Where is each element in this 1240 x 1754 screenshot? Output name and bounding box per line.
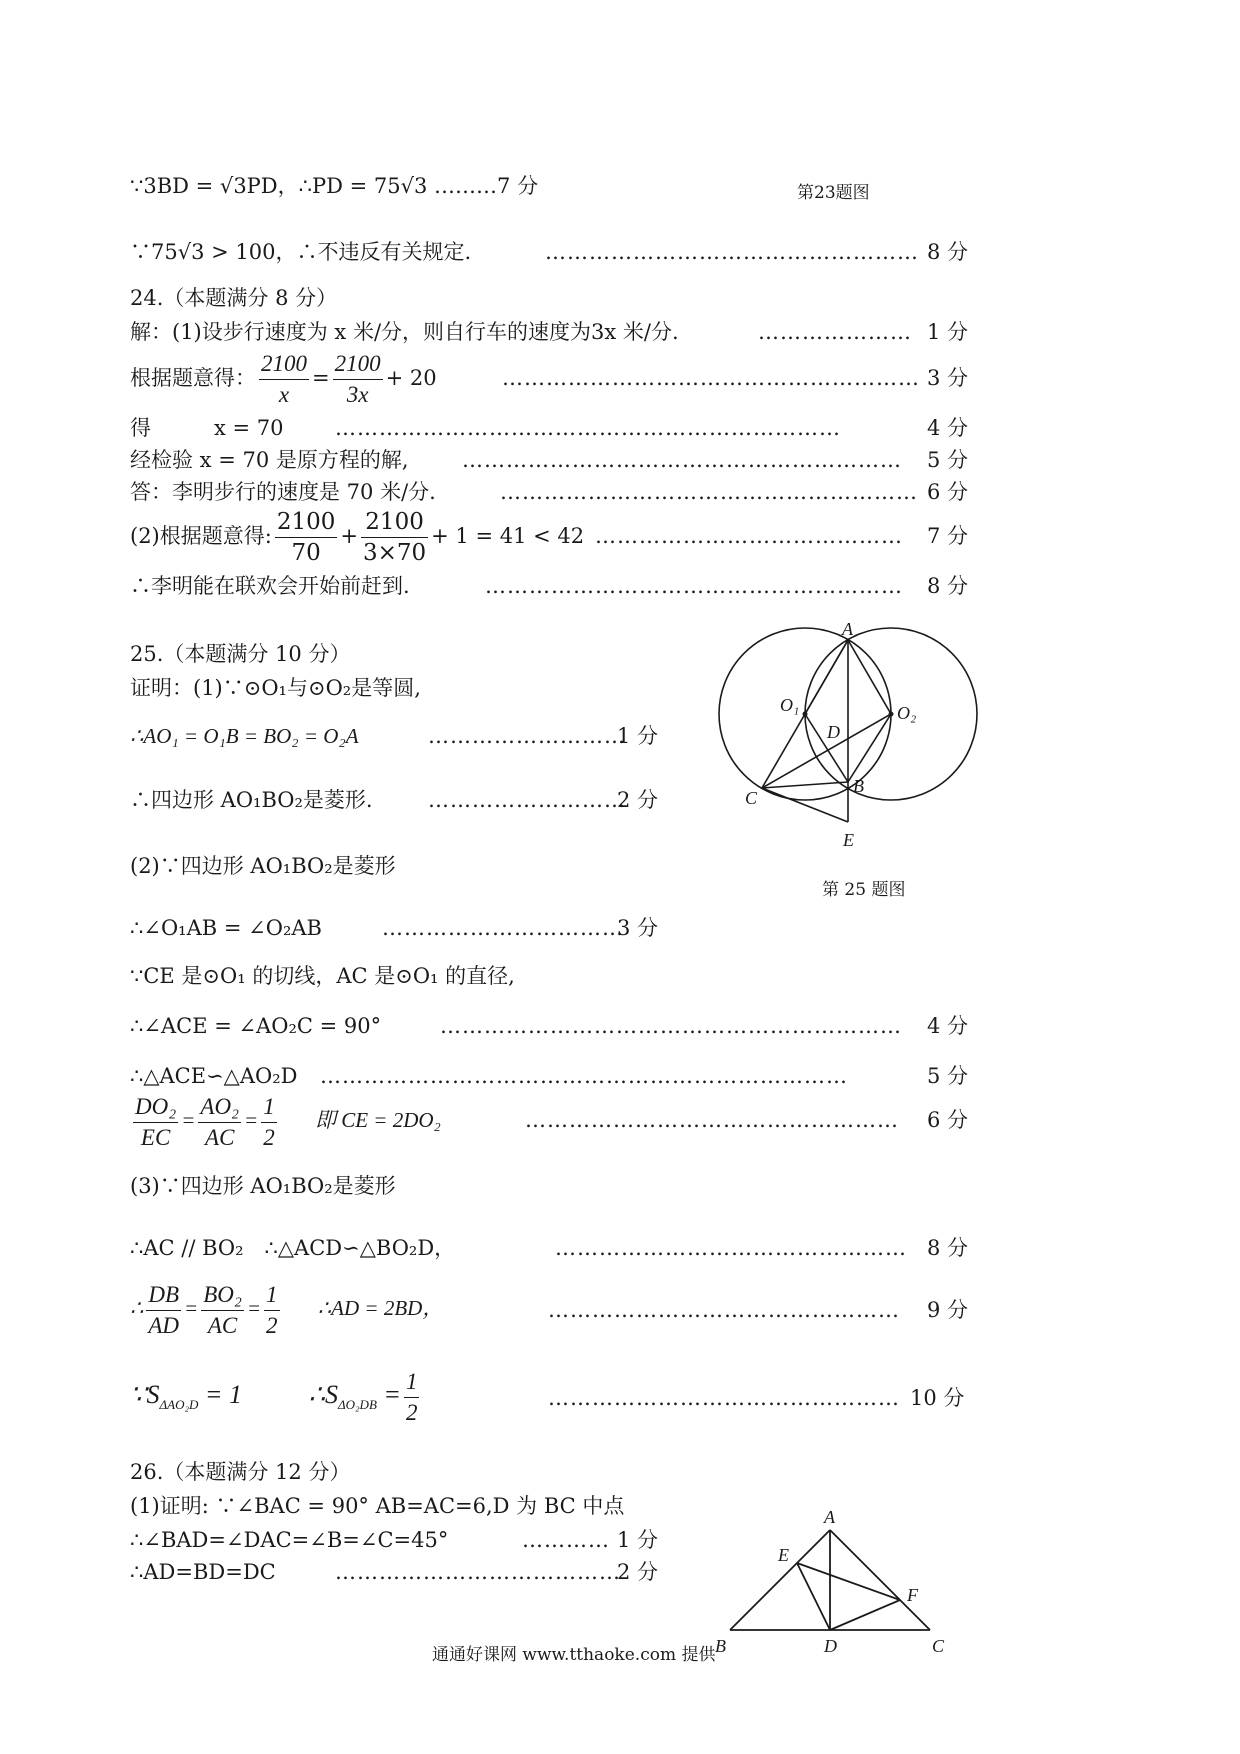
q24-header: 24.（本题满分 8 分） [130,286,338,310]
dot-leader: ………………………………………………… [485,574,903,598]
score-label: 5 分 [927,1064,969,1088]
score-label: 1 分 [617,1528,659,1552]
score-label: 6 分 [927,1108,969,1132]
score-label: 1 分 [617,724,659,748]
score-label: 1 分 [927,320,969,344]
fraction: $\frac{1}{2}$ [405,1368,418,1425]
q24-equation-prefix: 根据题意得： [130,366,256,390]
q25-line7: ∴∠ACE = ∠AO₂C = 90° [130,1014,382,1038]
dot-leader: …………………………………………… [525,1108,899,1132]
fraction: $\frac{\text{DO₂}}{EC}$ [135,1093,177,1150]
q24-part2-prefix: (2)根据题意得: [130,524,272,548]
q24-equation-tail: + 20 [385,366,437,390]
fraction: $\frac{2100}{3x}$ [334,351,381,407]
q25-ratio-line: $\frac{\text{DO₂}}{EC}$ = $\frac{\text{AO₂}}{AC}$ = $\frac{1}{2}$ 即 CE = 2DO₂ [130,1088,441,1153]
fraction: $\frac{1}{2}$ [263,1093,275,1150]
fraction: $\frac{2100}{x}$ [261,351,307,407]
dot-leader: …………………………………… [595,524,903,548]
q25-ratio-tail: 即 CE = 2DO₂ [314,1108,441,1132]
q25-line12: ∴ $\frac{DB}{AD}$ = $\frac{\text{BO₂}}{AC}$ = $\frac{1}{2}$ ∴AD = 2BD， [130,1276,443,1341]
dot-leader: …………………………………………… [545,240,919,264]
score-label: 5 分 [927,448,969,472]
score-label: 8 分 [927,240,969,264]
dot-leader: ………………………………………………… [500,480,918,504]
segment-ce [762,788,848,822]
q23-line1: ∵3BD = √3PD，∴PD = 75√3 ………7 分 [130,174,539,198]
dot-leader: ………………………………………… [555,1236,907,1260]
fraction: $\frac{1}{2}$ [266,1281,278,1338]
dot-leader: ………………………………………… [548,1386,900,1410]
dot-leader: ……………………… [428,788,626,812]
q26-header: 26.（本题满分 12 分） [130,1460,351,1484]
label-o1: O₁ [780,695,800,715]
segment-cb [762,782,848,788]
segment-fd [830,1600,900,1630]
q24-line5: 答：李明步行的速度是 70 米/分. [130,480,436,504]
q25-line6: ∵CE 是⊙O₁ 的切线，AC 是⊙O₁ 的直径, [130,964,515,988]
q24-line7: ∴李明能在联欢会开始前赶到. [130,574,410,598]
dot-leader: ………………… [758,320,912,344]
label-d: D [824,1636,837,1656]
q25-line3: ∴四边形 AO₁BO₂是菱形. [130,788,373,812]
label-d: D [827,722,840,742]
score-label: 8 分 [927,1236,969,1260]
q25-line4: (2)∵四边形 AO₁BO₂是菱形 [130,854,396,878]
q25-line5: ∴∠O₁AB = ∠O₂AB [130,916,322,940]
dot-leader: ………………………………… [335,1560,621,1584]
dot-leader: …………………………………………………………… [335,416,841,440]
q25-area-line: $\because S_{\Delta AO_2D} = 1$ $\therefore S_{\Delta O_2DB}$ = $\frac{1}{2}$ [130,1360,422,1440]
footer-watermark: 通通好课网 www.tthaoke.com 提供 [432,1645,716,1665]
dot-leader: ………………………………………… [548,1298,900,1322]
q25-figure-caption: 第 25 题图 [822,880,906,900]
score-label: 6 分 [927,480,969,504]
score-label: 9 分 [927,1298,969,1322]
label-o2: O₂ [897,703,917,723]
q25-line2: ∴AO₁ = O₁B = BO₂ = O₂A [130,724,359,748]
q25-line12-tail: ∴AD = 2BD， [317,1296,444,1320]
label-c: C [745,788,758,808]
label-a: A [824,1507,835,1527]
q23-figure-caption: 第23题图 [797,183,870,203]
dot-leader: ……………………………………………………… [440,1014,902,1038]
fraction: $\frac{\text{AO₂}}{AC}$ [200,1093,240,1150]
dot-leader: …………………………………………………… [462,448,902,472]
label-b: B [853,776,864,796]
dot-leader: ……………………… [428,724,626,748]
score-label: 7 分 [927,524,969,548]
q24-line1: 解：(1)设步行速度为 x 米/分，则自行车的速度为3x 米/分. [130,320,679,344]
score-label: 8 分 [927,574,969,598]
fraction: $\frac{2100}{70}$ [276,509,336,566]
q25-header: 25.（本题满分 10 分） [130,642,351,666]
score-label: 3 分 [927,366,969,390]
dot-leader: ………………………………………………… [502,366,920,390]
q26-figure [700,1505,950,1665]
q24-line4: 经检验 x = 70 是原方程的解, [130,448,409,472]
label-a: A [842,619,853,639]
segment-ao2 [848,640,891,714]
fraction: $\frac{DB}{AD}$ [148,1281,180,1338]
q24-part2-tail: + 1 = 41 < 42 [431,524,585,548]
dot-leader: ……………………………………………………………… [320,1064,848,1088]
label-e: E [843,830,854,850]
score-label: 4 分 [927,1014,969,1038]
q26-line1: (1)证明: ∵∠BAC = 90° AB=AC=6,D 为 BC 中点 [130,1494,625,1518]
score-label: 4 分 [927,416,969,440]
score-label: 10 分 [910,1386,965,1410]
label-e: E [778,1545,789,1565]
q25-line8: ∴△ACE∽△AO₂D [130,1064,298,1088]
q25-line1: 证明：(1)∵⊙O₁与⊙O₂是等圆, [130,676,421,700]
score-label: 2 分 [617,788,659,812]
score-label: 3 分 [617,916,659,940]
q23-line2: ∵75√3 > 100，∴不违反有关规定. [130,240,472,264]
dot-leader: ………… [522,1528,610,1552]
q24-part2-equation: (2)根据题意得: $\frac{2100}{70}$ + $\frac{2100}{3\times 70}$ + 1 = 41 < 42 [130,509,585,566]
q25-line11: ∴AC // BO₂ ∴△ACD∽△BO₂D， [130,1236,456,1260]
q25-figure [715,610,985,860]
q25-line10: (3)∵四边形 AO₁BO₂是菱形 [130,1174,396,1198]
q24-line3: 得 x = 70 [130,416,284,440]
dot-leader: …………………………… [382,916,624,940]
q26-line2: ∴∠BAD=∠DAC=∠B=∠C=45° [130,1528,449,1552]
score-label: 2 分 [617,1560,659,1584]
fraction: $\frac{2100}{3\times 70}$ [362,509,427,566]
fraction: $\frac{\text{BO₂}}{AC}$ [203,1281,242,1338]
label-c: C [932,1636,945,1656]
q24-equation: 根据题意得： $\frac{2100}{x}$ = $\frac{2100}{3x}$ + 20 [130,348,437,410]
q26-line3: ∴AD=BD=DC [130,1560,276,1584]
label-b: B [715,1636,726,1656]
label-f: F [907,1585,918,1605]
